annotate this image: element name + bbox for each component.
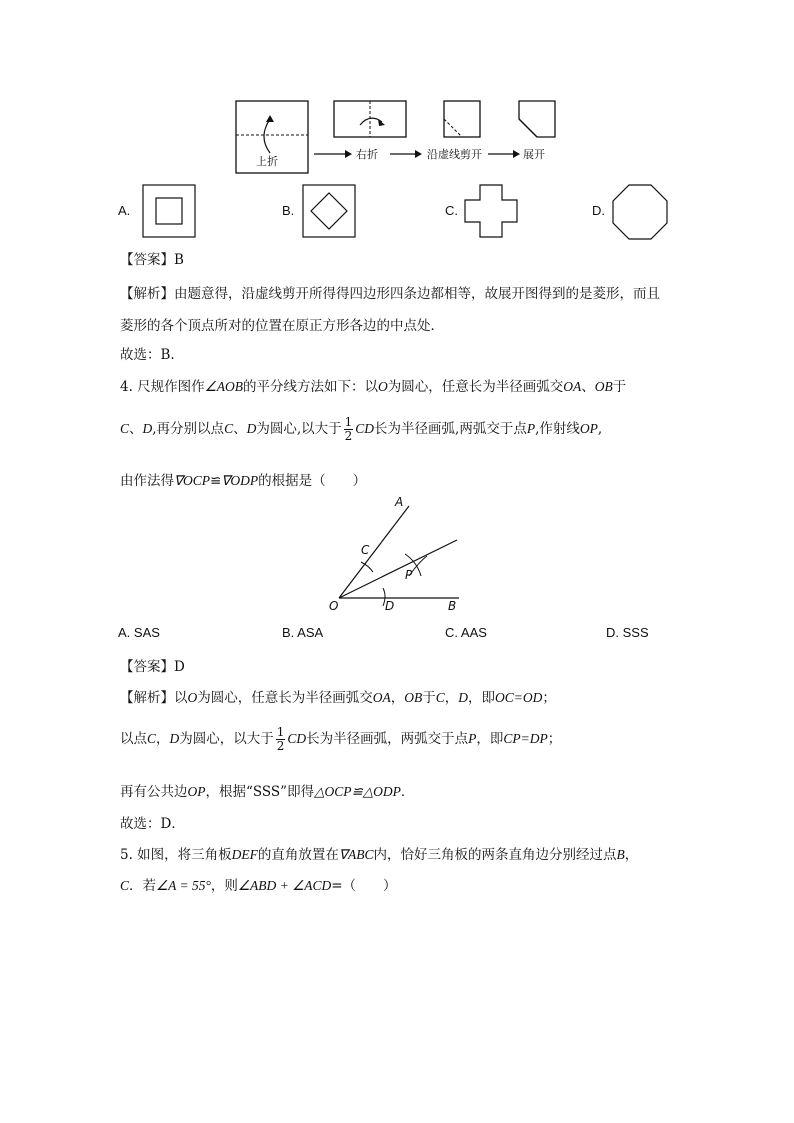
q4-analysis-line3: 再有公共边OP，根据“SSS”即得△OCP≌△ODP． bbox=[120, 784, 415, 800]
q3-option-b-label[interactable]: B. bbox=[282, 203, 295, 218]
fold-up-arrowhead-icon bbox=[266, 115, 274, 122]
fold-right-arrowhead-icon bbox=[378, 119, 385, 126]
q5-stem-line2: C．若∠A = 55°，则∠ABD + ∠ACD=（ ） bbox=[120, 878, 397, 894]
fold-up-arrow-icon bbox=[264, 119, 270, 153]
fold-step1-label: 上折 bbox=[256, 155, 278, 168]
fold-step3-label: 沿虚线剪开 bbox=[427, 148, 482, 161]
q3-analysis-line1: 【解析】由题意得，沿虚线剪开所得得四边形四条边都相等，故展开图得到的是菱形，而且 bbox=[120, 286, 660, 302]
q5-stem-line1: 5. 如图，将三角板DEF的直角放置在∇ABC内，恰好三角板的两条直角边分别经过点B， bbox=[120, 847, 639, 863]
label-p: P bbox=[405, 568, 413, 582]
fold-step4-shape bbox=[519, 101, 555, 137]
fold-step3-square bbox=[444, 101, 480, 137]
q4-option-b[interactable]: B. ASA bbox=[282, 625, 324, 640]
q3-option-c-figure[interactable] bbox=[464, 184, 518, 238]
q4-stem-line3: 由作法得∇OCP≌∇ODP的根据是（ ） bbox=[120, 473, 367, 489]
angle-bisector-diagram bbox=[325, 492, 465, 614]
arrow-3-head-icon bbox=[513, 150, 520, 158]
q3-option-a-figure[interactable] bbox=[142, 184, 196, 238]
label-b: B bbox=[448, 599, 457, 613]
q4-analysis-line1: 【解析】以O为圆心，任意长为半径画弧交OA，OB于C，D，即OC=OD； bbox=[120, 690, 556, 706]
arrow-2-head-icon bbox=[415, 150, 422, 158]
q4-analysis-line2: 以点C，D为圆心，以大于 $\frac{1}{2}$ CD长为半径画弧，两弧交于点P，即CP=DP； bbox=[120, 725, 562, 753]
q3-option-c-label[interactable]: C. bbox=[445, 203, 458, 218]
q3-answer: 【答案】B bbox=[120, 252, 184, 268]
fraction-one-half: $\frac{1}{2}$ bbox=[344, 415, 353, 443]
label-d: D bbox=[385, 599, 395, 613]
q3-option-a-label[interactable]: A. bbox=[118, 203, 131, 218]
unfold-cut-line bbox=[519, 119, 537, 137]
ray-op bbox=[339, 540, 457, 598]
fold-step2-label: 右折 bbox=[356, 148, 378, 161]
q4-option-a[interactable]: A. SAS bbox=[118, 625, 160, 640]
arrow-1-head-icon bbox=[345, 150, 352, 158]
fold-process-diagram bbox=[230, 95, 570, 179]
q3-option-d-figure[interactable] bbox=[612, 184, 668, 240]
q3-analysis-line2: 菱形的各个顶点所对的位置在原正方形各边的中点处． bbox=[120, 318, 444, 334]
fold-step4-label: 展开 bbox=[523, 148, 545, 161]
label-c: C bbox=[361, 543, 370, 557]
q4-conclusion: 故选：D． bbox=[120, 816, 185, 832]
q3-conclusion: 故选：B. bbox=[120, 347, 175, 363]
q4-option-d[interactable]: D. SSS bbox=[606, 625, 649, 640]
ray-oa bbox=[339, 506, 409, 598]
q3-option-b-figure[interactable] bbox=[302, 184, 356, 238]
fraction-one-half-2: $\frac{1}{2}$ bbox=[276, 725, 285, 753]
q3-option-d-label[interactable]: D. bbox=[592, 203, 605, 218]
q4-stem-line2: C、D,再分别以点C、D为圆心,以大于 $\frac{1}{2}$ CD长为半径画弧,两弧交于点P,作射线OP, bbox=[120, 415, 603, 443]
label-a: A bbox=[395, 495, 404, 509]
q4-answer: 【答案】D bbox=[120, 659, 185, 675]
q4-stem-line1: 4. 尺规作图作∠AOB的平分线方法如下：以O为圆心，任意长为半径画弧交OA、OB于 bbox=[120, 379, 627, 395]
q4-option-c[interactable]: C. AAS bbox=[445, 625, 487, 640]
label-o: O bbox=[329, 599, 339, 613]
cut-dashed-line bbox=[444, 119, 462, 137]
